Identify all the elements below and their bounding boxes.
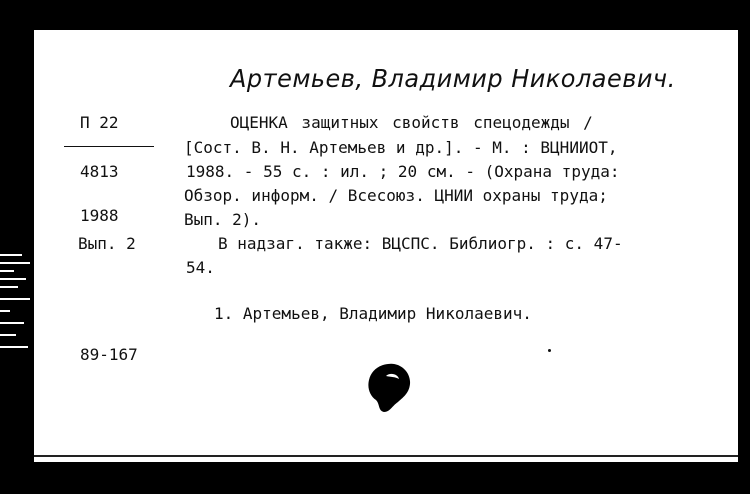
scan-border-right: [738, 0, 750, 494]
card-bottom-rule: [34, 455, 738, 457]
inventory-number: 4813: [80, 162, 119, 181]
description-line: 1988. - 55 с. : ил. ; 20 см. - (Охрана труда:: [186, 162, 620, 181]
tracing-entry: 1. Артемьев, Владимир Николаевич.: [214, 304, 532, 323]
note-line: В надзаг. также: ВЦСПС. Библиогр. : с. 47-: [218, 234, 623, 253]
note-line: 54.: [186, 258, 215, 277]
year-label: 1988: [80, 206, 119, 225]
scan-border-top: [0, 0, 750, 30]
ink-blot: [366, 362, 412, 414]
scan-border-bottom: [0, 462, 750, 494]
ink-dot: [548, 349, 551, 352]
author-heading: Артемьев, Владимир Николаевич.: [230, 64, 676, 93]
description-line: [Сост. В. Н. Артемьев и др.]. - М. : ВЦНИИОТ,: [184, 138, 618, 157]
issue-label: Вып. 2: [78, 234, 136, 253]
call-number: П 22: [80, 113, 119, 132]
description-line: Вып. 2).: [184, 210, 262, 229]
scan-noise: [0, 250, 34, 360]
description-line: Обзор. информ. / Всесоюз. ЦНИИ охраны труда;: [184, 186, 608, 205]
scan-border-left: [0, 0, 34, 494]
order-number: 89-167: [80, 345, 138, 364]
description-line: ОЦЕНКА защитных свойств спецодежды /: [230, 113, 593, 132]
call-number-divider: [64, 146, 154, 147]
